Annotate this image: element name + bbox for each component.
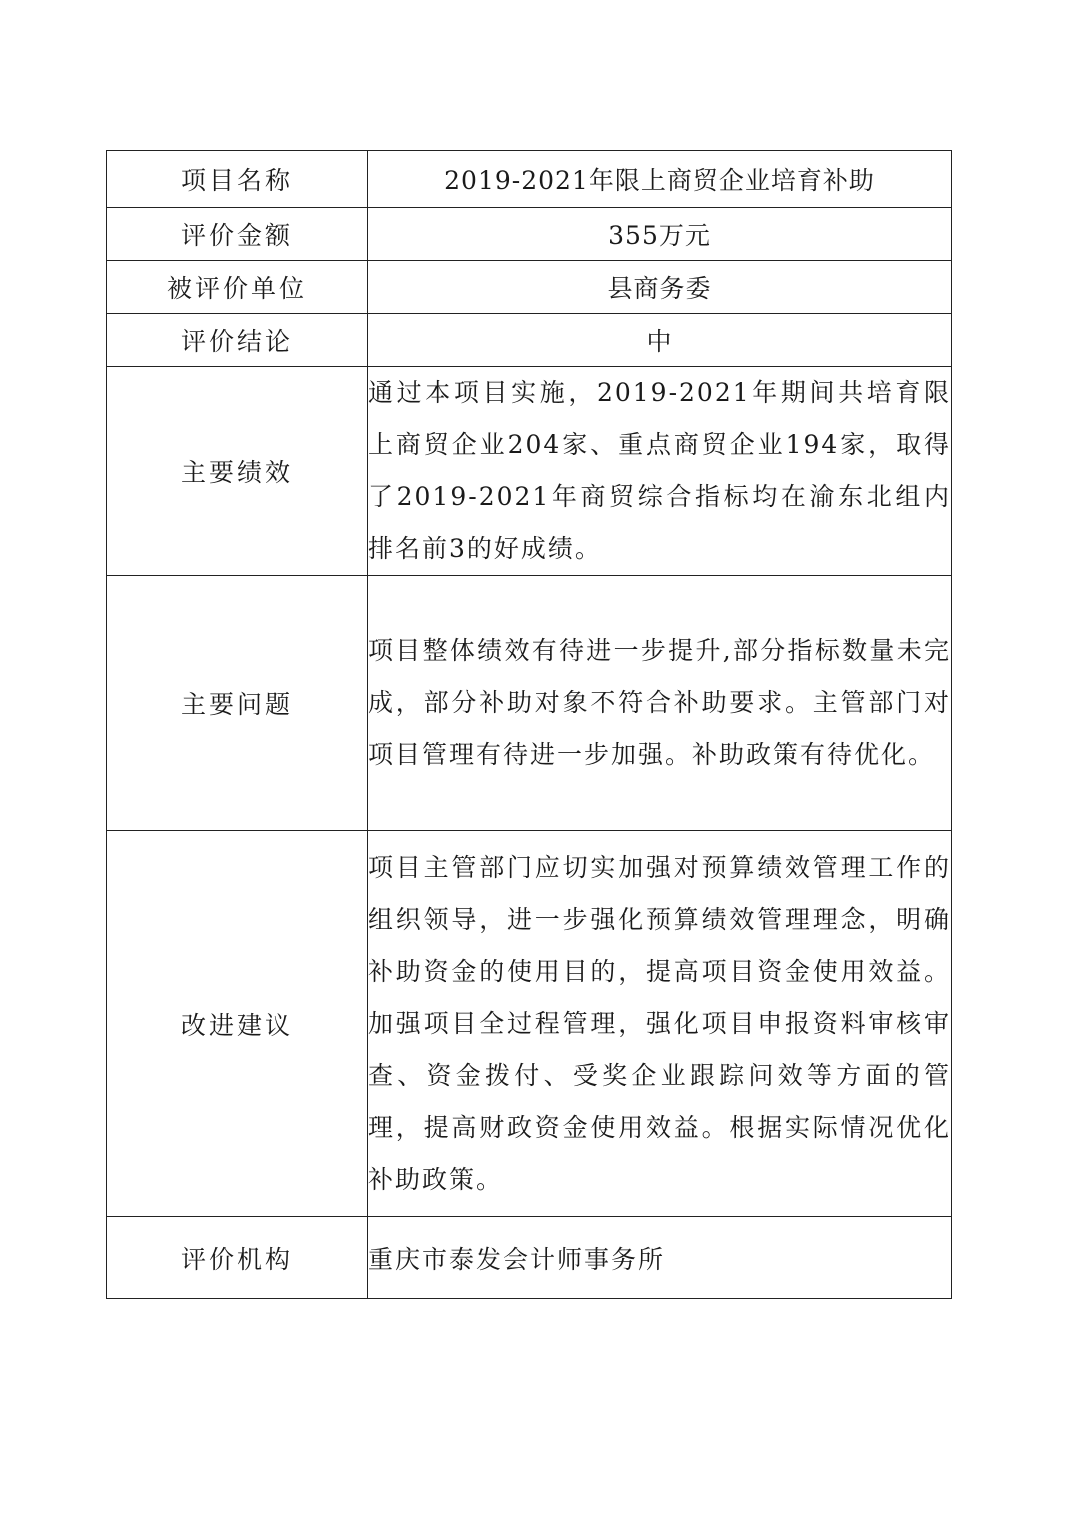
main-performance-label: 主要绩效 — [107, 367, 368, 576]
improvement-suggestions-value: 项目主管部门应切实加强对预算绩效管理工作的组织领导，进一步强化预算绩效管理理念，明确补助资金的使用目的，提高项目资金使用效益。加强项目全过程管理，强化项目申报资料审核审查、资金拨付、受奖企业跟踪问效等方面的管理，提高财政资金使用效益。根据实际情况优化补助政策。 — [368, 831, 952, 1217]
main-problems-label: 主要问题 — [107, 576, 368, 831]
evaluation-amount-value: 355万元 — [368, 208, 952, 261]
table-row — [107, 208, 952, 261]
main-problems-value: 项目整体绩效有待进一步提升,部分指标数量未完成，部分补助对象不符合补助要求。主管部门对项目管理有待进一步加强。补助政策有待优化。 — [368, 576, 952, 831]
table-row — [107, 367, 952, 576]
table-row — [107, 831, 952, 1217]
evaluation-table — [106, 150, 952, 1299]
evaluation-agency-value: 重庆市泰发会计师事务所 — [368, 1217, 952, 1299]
evaluation-conclusion-value: 中 — [368, 314, 952, 367]
main-performance-value: 通过本项目实施，2019-2021年期间共培育限上商贸企业204家、重点商贸企业194家，取得了2019-2021年商贸综合指标均在渝东北组内排名前3的好成绩。 — [368, 367, 952, 576]
table-row — [107, 1217, 952, 1299]
project-name-value: 2019-2021年限上商贸企业培育补助 — [368, 151, 952, 208]
evaluation-agency-label: 评价机构 — [107, 1217, 368, 1299]
table-row — [107, 576, 952, 831]
evaluation-conclusion-label: 评价结论 — [107, 314, 368, 367]
evaluation-amount-label: 评价金额 — [107, 208, 368, 261]
table-row — [107, 314, 952, 367]
evaluated-unit-label: 被评价单位 — [107, 261, 368, 314]
table-row — [107, 151, 952, 208]
evaluated-unit-value: 县商务委 — [368, 261, 952, 314]
improvement-suggestions-label: 改进建议 — [107, 831, 368, 1217]
table-row — [107, 261, 952, 314]
project-name-label: 项目名称 — [107, 151, 368, 208]
